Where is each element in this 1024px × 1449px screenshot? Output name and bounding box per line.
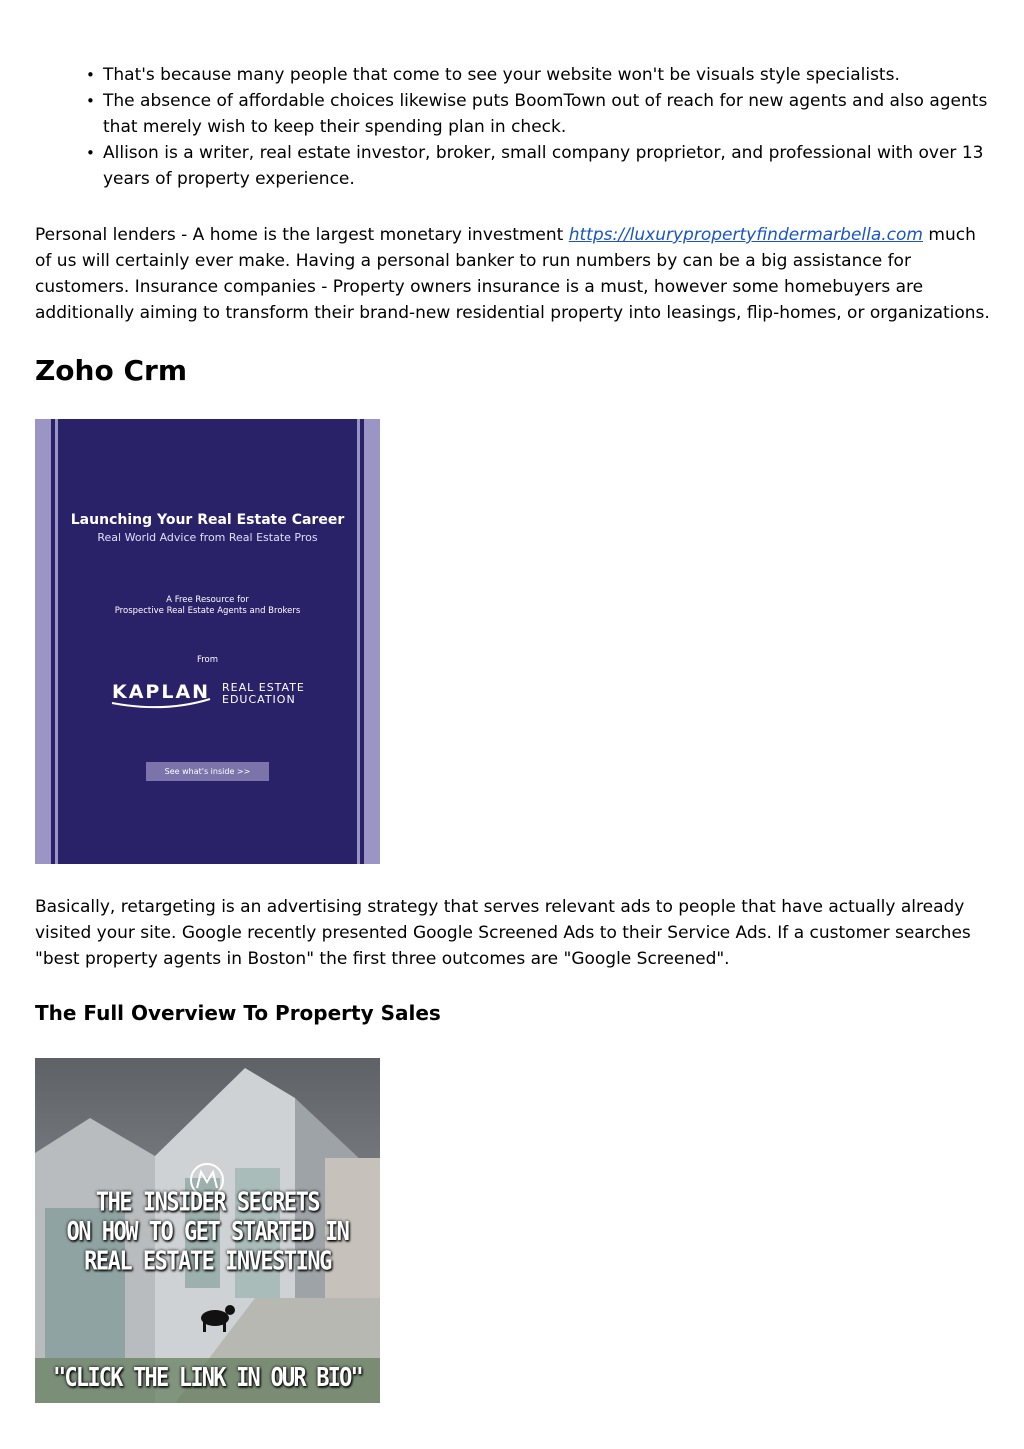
cover-from: From bbox=[196, 655, 219, 665]
paragraph-lenders bbox=[35, 222, 995, 326]
kaplan-logo-line: EDUCATION bbox=[222, 693, 296, 706]
cover-stripe bbox=[364, 419, 380, 864]
cover-free-line: Prospective Real Estate Agents and Brokers bbox=[114, 606, 301, 616]
cover-free-resource bbox=[35, 595, 380, 617]
real-estate-investing-image[interactable] bbox=[35, 1058, 380, 1403]
luxury-property-link[interactable]: https://luxurypropertyfindermarbella.com bbox=[568, 225, 923, 245]
headline-line: THE INSIDER SECRETS bbox=[95, 1188, 320, 1218]
list-item: • Allison is a writer, real estate investor, broker, small company proprietor, and professional with over 13 years of property experience. bbox=[103, 140, 995, 192]
cover-stripe bbox=[35, 419, 51, 864]
photo-footer-caption: "CLICK THE LINK IN OUR BIO" bbox=[52, 1363, 363, 1394]
section-heading-property-sales: The Full Overview To Property Sales bbox=[35, 1001, 441, 1025]
kaplan-logo-line: REAL ESTATE bbox=[222, 681, 305, 694]
paragraph-text: Personal lenders - A home is the largest monetary investment bbox=[35, 225, 569, 245]
cover-subtitle: Real World Advice from Real Estate Pros bbox=[97, 531, 318, 544]
see-whats-inside-button[interactable]: See what's inside >> bbox=[146, 762, 269, 781]
headline-line: REAL ESTATE INVESTING bbox=[84, 1247, 331, 1277]
cover-free-line: A Free Resource for bbox=[166, 595, 249, 605]
kaplan-logo bbox=[110, 675, 310, 711]
list-item: • That's because many people that come to see your website won't be visuals style specialists. bbox=[103, 62, 995, 88]
document-page bbox=[35, 62, 995, 1394]
paragraph-text: much of us will certainly ever make. Having a personal banker to run numbers by can be a big assistance for customers. Insurance companies - Property owners insurance is a must, however some homebuyers are additionally aiming to transform their brand-new residential property into leasings, flip-homes, or organizations. bbox=[35, 225, 990, 323]
bullet-list bbox=[35, 62, 995, 192]
cover-stripe bbox=[55, 419, 58, 864]
paragraph-retargeting: Basically, retargeting is an advertising strategy that serves relevant ads to people that have actually already visited your site. Google recently presented Google Screened Ads to their Service Ads. If a customer searches "best property agents in Boston" the first three outcomes are "Google Screened". bbox=[35, 897, 971, 969]
cover-title: Launching Your Real Estate Career bbox=[70, 512, 345, 528]
headline-line: ON HOW TO GET STARTED IN bbox=[66, 1217, 349, 1248]
kaplan-logo-word: KAPLAN bbox=[112, 681, 211, 703]
photo-headline bbox=[35, 1188, 380, 1277]
kaplan-cover-image[interactable] bbox=[35, 419, 380, 864]
list-item: • The absence of affordable choices likewise puts BoomTown out of reach for new agents and also agents that merely wish to keep their spending plan in check. bbox=[103, 88, 995, 140]
cover-stripe bbox=[357, 419, 360, 864]
section-heading-zoho: Zoho Crm bbox=[35, 354, 187, 387]
